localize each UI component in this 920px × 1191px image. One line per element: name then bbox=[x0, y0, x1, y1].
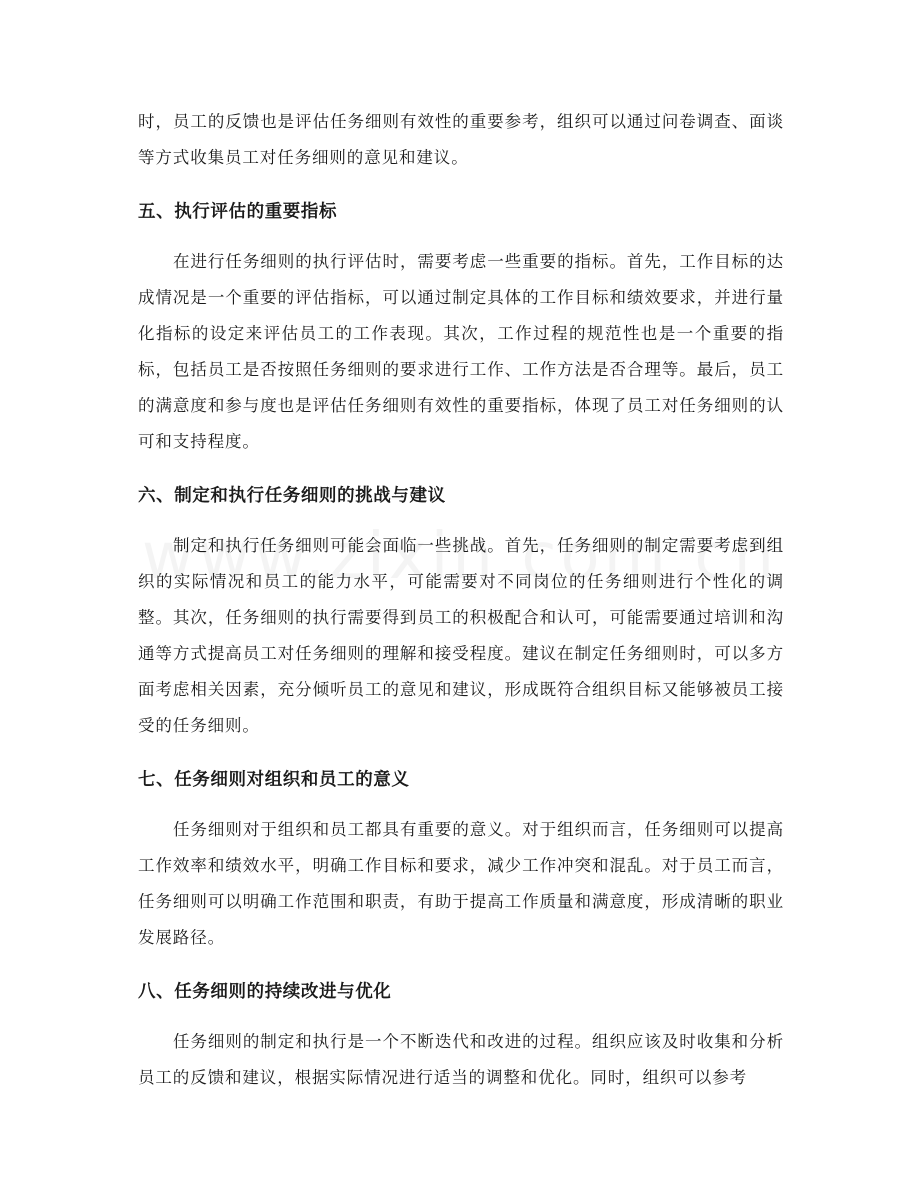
section-paragraph-7: 任务细则对于组织和员工都具有重要的意义。对于组织而言，任务细则可以提高工作效率和绩效水平，明确工作目标和要求，减少工作冲突和混乱。对于员工而言，任务细则可以明确工作范围和职责，有助于提高工作质量和满意度，形成清晰的职业发展路径。 bbox=[138, 820, 784, 947]
section-heading-8: 八、任务细则的持续改进与优化 bbox=[138, 982, 392, 1002]
document-body bbox=[138, 104, 784, 1096]
section-heading-6: 六、制定和执行任务细则的挑战与建议 bbox=[138, 486, 446, 506]
section-heading-5: 五、执行评估的重要指标 bbox=[138, 202, 338, 222]
section-paragraph-5: 在进行任务细则的执行评估时，需要考虑一些重要的指标。首先，工作目标的达成情况是一个重要的评估指标，可以通过制定具体的工作目标和绩效要求，并进行量化指标的设定来评估员工的工作表现。其次，工作过程的规范性也是一个重要的指标，包括员工是否按照任务细则的要求进行工作、工作方法是否合理等。最后，员工的满意度和参与度也是评估任务细则有效性的重要指标，体现了员工对任务细则的认可和支持程度。 bbox=[138, 252, 784, 451]
intro-paragraph: 时，员工的反馈也是评估任务细则有效性的重要参考，组织可以通过问卷调查、面谈等方式收集员工对任务细则的意见和建议。 bbox=[138, 112, 784, 167]
section-paragraph-8: 任务细则的制定和执行是一个不断迭代和改进的过程。组织应该及时收集和分析员工的反馈和建议，根据实际情况进行适当的调整和优化。同时，组织可以参考 bbox=[138, 1032, 784, 1087]
section-heading-7: 七、任务细则对组织和员工的意义 bbox=[138, 770, 410, 790]
section-paragraph-6: 制定和执行任务细则可能会面临一些挑战。首先，任务细则的制定需要考虑到组织的实际情况和员工的能力水平，可能需要对不同岗位的任务细则进行个性化的调整。其次，任务细则的执行需要得到员工的积极配合和认可，可能需要通过培训和沟通等方式提高员工对任务细则的理解和接受程度。建议在制定任务细则时，可以多方面考虑相关因素，充分倾听员工的意见和建议，形成既符合组织目标又能够被员工接受的任务细则。 bbox=[138, 536, 784, 735]
